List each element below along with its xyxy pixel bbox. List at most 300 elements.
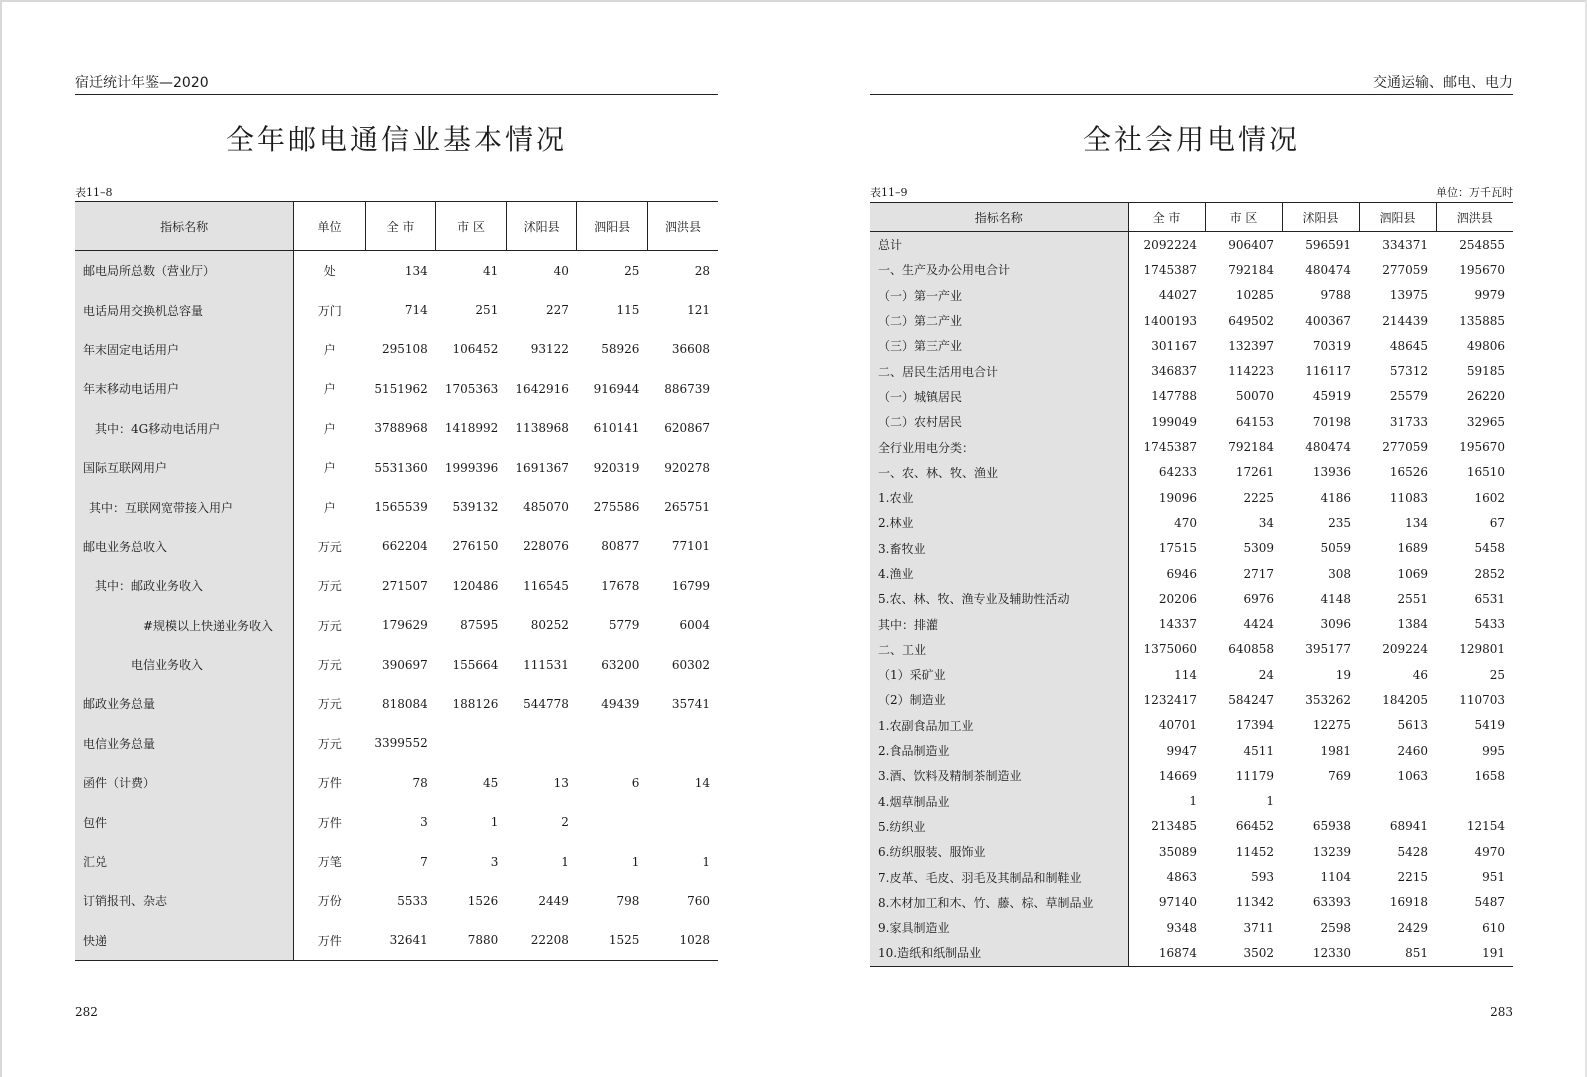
value-cell: 199049 (1151, 414, 1197, 429)
value-cell: 5613 (1397, 718, 1428, 733)
table-row (870, 637, 1513, 662)
row-label: 二、居民生活用电合计 (870, 358, 1128, 383)
value-cell: 45 (483, 775, 499, 790)
value-cell: 1658 (1474, 768, 1505, 783)
value-cell: 395177 (1305, 642, 1351, 657)
value-cell: 68941 (1389, 819, 1428, 834)
value-cell: 1602 (1474, 490, 1505, 505)
value-cell: 276150 (452, 539, 499, 554)
value-cell: 951 (1482, 870, 1505, 885)
value-cell: 251 (475, 303, 499, 318)
table-row (870, 915, 1513, 940)
value-cell: 10285 (1235, 288, 1274, 303)
unit-cell: 万元 (317, 736, 342, 751)
value-cell: 67 (1489, 515, 1505, 530)
column-header: 沭阳县 (506, 202, 577, 251)
row-label: 汇兑 (75, 842, 294, 881)
value-cell: 134 (404, 263, 428, 278)
value-cell: 6004 (679, 618, 710, 633)
electricity-table (870, 202, 1513, 967)
value-cell: 1375060 (1143, 642, 1197, 657)
value-cell (647, 724, 718, 763)
value-cell: 470 (1174, 515, 1197, 530)
value-cell: 596591 (1305, 237, 1351, 252)
row-label: 电信业务总量 (75, 724, 294, 763)
row-label: 其中：4G移动电话用户 (75, 409, 294, 448)
value-cell: 1063 (1397, 768, 1428, 783)
value-cell: 70319 (1312, 338, 1351, 353)
value-cell (436, 724, 507, 763)
table-row (75, 527, 718, 566)
table-row (870, 561, 1513, 586)
value-cell: 40701 (1158, 718, 1197, 733)
value-cell: 16510 (1466, 465, 1505, 480)
value-cell: 4148 (1320, 591, 1351, 606)
row-label: 4.烟草制品业 (870, 789, 1128, 814)
column-header: 单位 (294, 202, 366, 251)
row-label: （二）农村居民 (870, 409, 1128, 434)
value-cell: 11452 (1235, 844, 1274, 859)
value-cell: 916944 (593, 381, 640, 396)
row-label: 一、农、林、牧、渔业 (870, 460, 1128, 485)
value-cell: 147788 (1151, 389, 1197, 404)
value-cell: 265751 (664, 500, 710, 515)
row-label: 邮政业务总量 (75, 684, 294, 723)
value-cell: 3502 (1243, 945, 1274, 960)
value-cell: 2092224 (1143, 237, 1197, 252)
table-row (870, 611, 1513, 636)
value-cell: 9979 (1474, 288, 1505, 303)
row-label: 8.木材加工和木、竹、藤、棕、草制品业 (870, 890, 1128, 915)
value-cell: 46 (1412, 667, 1428, 682)
value-cell: 64233 (1158, 465, 1197, 480)
value-cell: 271507 (381, 578, 428, 593)
table-row (75, 724, 718, 763)
row-label: 1.农副食品加工业 (870, 713, 1128, 738)
unit-cell: 万笔 (317, 855, 342, 870)
value-cell: 59185 (1466, 364, 1505, 379)
row-label: 其中：排灌 (870, 611, 1128, 636)
value-cell (1436, 789, 1513, 814)
value-cell: 28 (694, 263, 710, 278)
value-cell: 4424 (1243, 617, 1274, 632)
value-cell: 70198 (1312, 414, 1351, 429)
value-cell: 1384 (1397, 617, 1428, 632)
value-cell: 114223 (1228, 364, 1274, 379)
value-cell: 2852 (1474, 566, 1505, 581)
value-cell: 1 (1189, 794, 1197, 809)
value-cell: 1400193 (1143, 313, 1197, 328)
value-cell: 2449 (538, 893, 569, 908)
value-cell: 49806 (1466, 338, 1505, 353)
value-cell: 114 (1174, 667, 1197, 682)
row-label: 包件 (75, 802, 294, 841)
row-label: 10.造纸和纸制品业 (870, 940, 1128, 966)
value-cell: 3711 (1243, 920, 1274, 935)
row-label: 6.纺织服装、服饰业 (870, 839, 1128, 864)
unit-cell: 处 (323, 264, 336, 279)
value-cell: 275586 (593, 500, 640, 515)
value-cell: 544778 (523, 696, 569, 711)
value-cell: 191 (1482, 945, 1505, 960)
column-header: 泗洪县 (647, 202, 718, 251)
value-cell: 593 (1251, 870, 1274, 885)
value-cell: 58926 (601, 342, 640, 357)
value-cell: 120486 (452, 578, 499, 593)
value-cell: 1 (702, 854, 710, 869)
row-label: （1）采矿业 (870, 662, 1128, 687)
value-cell: 301167 (1151, 338, 1197, 353)
unit-cell: 万件 (317, 933, 342, 948)
value-cell: 3096 (1320, 617, 1351, 632)
table-row (870, 536, 1513, 561)
value-cell: 485070 (523, 500, 569, 515)
value-cell: 16799 (671, 578, 710, 593)
value-cell: 65938 (1312, 819, 1351, 834)
value-cell: 132397 (1228, 338, 1274, 353)
value-cell: 227 (545, 303, 569, 318)
value-cell (1282, 789, 1359, 814)
page-title-postal-telecom: 全年邮电通信业基本情况 (225, 123, 567, 156)
value-cell: 2225 (1243, 490, 1274, 505)
value-cell: 209224 (1382, 642, 1428, 657)
value-cell: 9348 (1166, 920, 1197, 935)
value-cell: 17261 (1235, 465, 1274, 480)
value-cell: 116117 (1305, 364, 1351, 379)
table-row (870, 283, 1513, 308)
value-cell: 6531 (1474, 591, 1505, 606)
value-cell: 14669 (1158, 768, 1197, 783)
unit-cell: 万元 (317, 658, 342, 673)
unit-cell: 万元 (317, 618, 342, 633)
value-cell: 5419 (1474, 718, 1505, 733)
value-cell: 24 (1258, 667, 1274, 682)
value-cell: 5059 (1320, 541, 1351, 556)
column-header: 全 市 (365, 202, 436, 251)
value-cell: 26220 (1466, 389, 1505, 404)
value-cell: 214439 (1382, 313, 1428, 328)
row-label: 3.酒、饮料及精制茶制造业 (870, 763, 1128, 788)
value-cell: 920278 (664, 460, 710, 475)
value-cell: 346837 (1151, 364, 1197, 379)
table-row (75, 921, 718, 961)
value-cell: 851 (1405, 945, 1428, 960)
row-label: （一）城镇居民 (870, 384, 1128, 409)
table-row (870, 333, 1513, 358)
table-row (75, 448, 718, 487)
table-row (75, 330, 718, 369)
value-cell: 4863 (1166, 870, 1197, 885)
value-cell: 792184 (1228, 440, 1274, 455)
value-cell: 213485 (1151, 819, 1197, 834)
unit-cell: 户 (323, 421, 336, 436)
value-cell: 64153 (1235, 414, 1274, 429)
value-cell: 25579 (1389, 389, 1428, 404)
value-cell: 14337 (1158, 617, 1197, 632)
right-page (870, 0, 1513, 1077)
value-cell: 4186 (1320, 490, 1351, 505)
column-header: 市 区 (1205, 203, 1282, 232)
row-label: 订销报刊、杂志 (75, 881, 294, 920)
table-row (75, 842, 718, 881)
value-cell: 3 (420, 815, 428, 830)
row-label: 快递 (75, 921, 294, 961)
value-cell: 906407 (1228, 237, 1274, 252)
value-cell: 19 (1335, 667, 1351, 682)
table-row (870, 763, 1513, 788)
unit-cell: 户 (323, 500, 336, 515)
value-cell: 7880 (467, 933, 499, 948)
value-cell: 35089 (1158, 844, 1197, 859)
table-row (870, 409, 1513, 434)
value-cell (577, 802, 648, 841)
unit-cell: 万元 (317, 539, 342, 554)
value-cell: 16526 (1389, 465, 1428, 480)
table-row (870, 940, 1513, 966)
value-cell: 640858 (1228, 642, 1274, 657)
column-header: 泗阳县 (1359, 203, 1436, 232)
value-cell: 2429 (1397, 920, 1428, 935)
table-row (75, 606, 718, 645)
value-cell: 11083 (1389, 490, 1428, 505)
value-cell: 1 (490, 815, 499, 830)
value-cell: 2460 (1397, 743, 1428, 758)
row-label: 函件（计费） (75, 763, 294, 802)
value-cell: 97140 (1158, 895, 1197, 910)
value-cell: 539132 (452, 500, 499, 515)
value-cell: 995 (1482, 743, 1505, 758)
row-label: 1.农业 (870, 485, 1128, 510)
row-label: #规模以上快递业务收入 (75, 606, 294, 645)
value-cell: 1705363 (444, 381, 499, 396)
row-label: 其中：互联网宽带接入用户 (75, 487, 294, 526)
value-cell: 1418992 (444, 421, 499, 436)
table-row (75, 487, 718, 526)
value-cell: 620867 (664, 421, 710, 436)
row-label: 邮电局所总数（营业厅） (75, 251, 294, 291)
column-header: 全 市 (1128, 203, 1205, 232)
value-cell (506, 724, 577, 763)
value-cell: 80252 (530, 618, 569, 633)
value-cell: 20206 (1158, 591, 1197, 606)
value-cell: 19096 (1158, 490, 1197, 505)
value-cell: 5151962 (374, 381, 428, 396)
value-cell: 63200 (601, 657, 640, 672)
value-cell: 235 (1328, 515, 1351, 530)
row-label: 其中：邮政业务收入 (75, 566, 294, 605)
value-cell: 13936 (1312, 465, 1351, 480)
value-cell: 195670 (1459, 440, 1505, 455)
running-head-yearbook: 宿迁统计年鉴—2020 (75, 74, 718, 95)
value-cell: 1232417 (1143, 692, 1197, 707)
value-cell: 2215 (1397, 870, 1428, 885)
value-cell: 584247 (1228, 692, 1274, 707)
value-cell: 40 (553, 263, 569, 278)
value-cell: 195670 (1459, 262, 1505, 277)
value-cell: 818084 (381, 696, 428, 711)
value-cell: 5428 (1397, 844, 1428, 859)
value-cell: 111531 (523, 657, 569, 672)
table-row (870, 789, 1513, 814)
value-cell: 60302 (671, 657, 710, 672)
value-cell: 78 (412, 775, 428, 790)
row-label: 邮电业务总收入 (75, 527, 294, 566)
row-label: 3.畜牧业 (870, 536, 1128, 561)
value-cell: 1 (1266, 794, 1274, 809)
value-cell: 1028 (679, 933, 710, 948)
table-row (870, 687, 1513, 712)
column-header: 泗洪县 (1436, 203, 1513, 232)
table-row (870, 864, 1513, 889)
value-cell (647, 802, 718, 841)
table-row (870, 460, 1513, 485)
value-cell: 5487 (1474, 895, 1505, 910)
value-cell: 769 (1328, 768, 1351, 783)
value-cell: 1689 (1397, 541, 1428, 556)
value-cell: 135885 (1459, 313, 1505, 328)
unit-cell: 万门 (317, 303, 342, 318)
value-cell: 63393 (1312, 895, 1351, 910)
value-cell: 1104 (1320, 870, 1351, 885)
value-cell: 155664 (452, 657, 499, 672)
column-header: 泗阳县 (577, 202, 648, 251)
value-cell: 1691367 (515, 460, 569, 475)
value-cell: 480474 (1305, 262, 1351, 277)
unit-cell: 万元 (317, 697, 342, 712)
page-number: 283 (1490, 1005, 1513, 1019)
value-cell: 353262 (1305, 692, 1351, 707)
value-cell: 2598 (1320, 920, 1351, 935)
table-row (75, 684, 718, 723)
value-cell: 179629 (381, 618, 428, 633)
value-cell: 115 (616, 303, 640, 318)
column-header: 指标名称 (75, 202, 294, 251)
row-label: 国际互联网用户 (75, 448, 294, 487)
table-header-row (75, 202, 718, 251)
value-cell: 31733 (1389, 414, 1428, 429)
row-label: 年末移动电话用户 (75, 369, 294, 408)
value-cell: 1138968 (515, 421, 569, 436)
row-label: 二、工业 (870, 637, 1128, 662)
value-cell: 11179 (1235, 768, 1274, 783)
unit-cell: 万件 (317, 815, 342, 830)
value-cell: 662204 (381, 539, 428, 554)
table-row (870, 232, 1513, 258)
unit-cell: 户 (323, 461, 336, 476)
value-cell: 6976 (1243, 591, 1274, 606)
table-row (870, 662, 1513, 687)
value-cell: 308 (1328, 566, 1351, 581)
value-cell: 34 (1258, 515, 1274, 530)
value-cell: 45919 (1312, 389, 1351, 404)
page-frame-left (0, 0, 2, 1077)
value-cell: 792184 (1228, 262, 1274, 277)
value-cell: 6 (631, 775, 640, 790)
value-cell: 13 (553, 775, 569, 790)
table-header-row (870, 203, 1513, 232)
value-cell (577, 724, 648, 763)
unit-cell: 万件 (317, 776, 342, 791)
unit-cell: 万份 (317, 894, 342, 909)
value-cell: 2717 (1243, 566, 1274, 581)
row-label: （一）第一产业 (870, 283, 1128, 308)
value-cell: 16918 (1389, 895, 1428, 910)
row-label: 年末固定电话用户 (75, 330, 294, 369)
value-cell: 1525 (608, 933, 640, 948)
value-cell: 277059 (1382, 262, 1428, 277)
value-cell: 36608 (671, 342, 710, 357)
value-cell: 4970 (1474, 844, 1505, 859)
value-cell: 110703 (1459, 692, 1505, 707)
table-row (870, 510, 1513, 535)
value-cell: 116545 (523, 578, 569, 593)
row-label: 一、生产及办公用电合计 (870, 257, 1128, 282)
table-row (870, 384, 1513, 409)
row-label: 电信业务收入 (75, 645, 294, 684)
value-cell: 228076 (523, 539, 569, 554)
value-cell: 6946 (1166, 566, 1197, 581)
value-cell: 12330 (1312, 945, 1351, 960)
table-row (75, 251, 718, 291)
value-cell: 17515 (1158, 541, 1197, 556)
value-cell: 295108 (381, 342, 428, 357)
value-cell: 9947 (1166, 743, 1197, 758)
table-row (870, 586, 1513, 611)
value-cell: 12154 (1466, 819, 1505, 834)
value-cell: 390697 (381, 657, 428, 672)
value-cell: 2 (561, 815, 569, 830)
value-cell: 32641 (389, 933, 428, 948)
table-code-11-9: 表11–9 (870, 186, 908, 199)
row-label: 2.食品制造业 (870, 738, 1128, 763)
table-row (75, 645, 718, 684)
value-cell: 9788 (1320, 288, 1351, 303)
value-cell: 886739 (664, 381, 710, 396)
row-label: 7.皮革、毛皮、羽毛及其制品和制鞋业 (870, 864, 1128, 889)
row-label: 电话局用交换机总容量 (75, 290, 294, 329)
value-cell: 1526 (467, 893, 499, 908)
table-code-11-8: 表11–8 (75, 186, 113, 199)
postal-telecom-table (75, 201, 718, 961)
running-head-section: 交通运输、邮电、电力 (870, 74, 1513, 95)
page-title-electricity: 全社会用电情况 (1082, 123, 1300, 156)
value-cell: 1565539 (374, 500, 428, 515)
value-cell (1359, 789, 1436, 814)
table-row (870, 814, 1513, 839)
value-cell: 3 (490, 854, 499, 869)
value-cell: 610141 (593, 421, 640, 436)
value-cell: 48645 (1389, 338, 1428, 353)
table-row (870, 434, 1513, 459)
value-cell: 50070 (1235, 389, 1274, 404)
value-cell: 66452 (1235, 819, 1274, 834)
table-row (870, 713, 1513, 738)
value-cell: 129801 (1459, 642, 1505, 657)
table-row (75, 802, 718, 841)
value-cell: 1642916 (515, 381, 569, 396)
value-cell: 13239 (1312, 844, 1351, 859)
value-cell: 5309 (1243, 541, 1274, 556)
value-cell: 106452 (452, 342, 499, 357)
row-label: 全行业用电分类： (870, 434, 1128, 459)
value-cell: 188126 (452, 696, 499, 711)
value-cell: 5531360 (374, 460, 428, 475)
value-cell: 93122 (530, 342, 569, 357)
value-cell: 1 (561, 854, 569, 869)
unit-cell: 万元 (317, 579, 342, 594)
value-cell: 3399552 (374, 736, 428, 751)
value-cell: 25 (1489, 667, 1505, 682)
